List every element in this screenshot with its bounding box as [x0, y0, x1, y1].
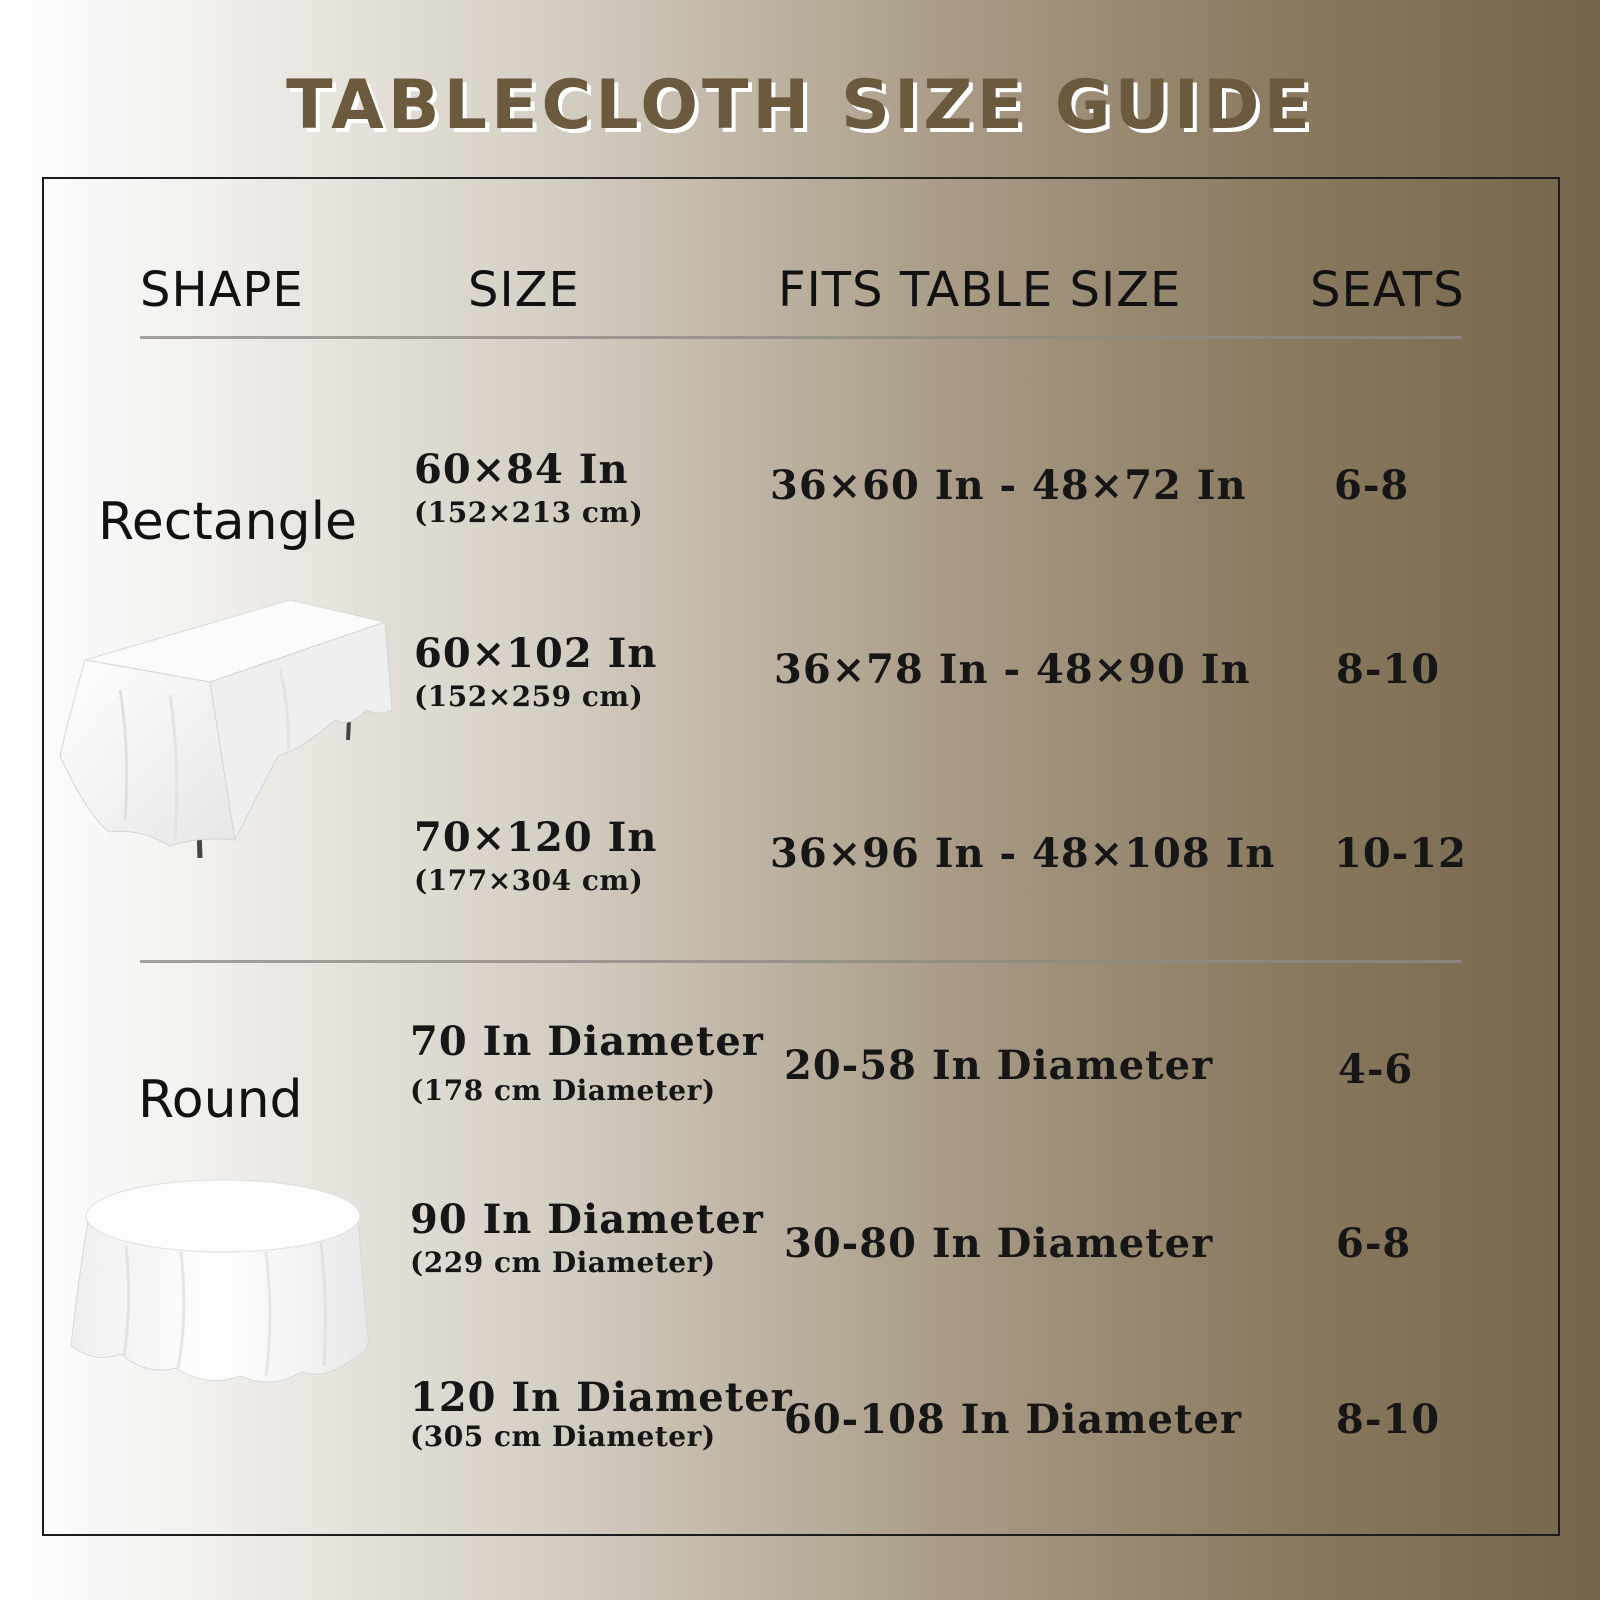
- rect-row-2-size-cm: (152×259 cm): [414, 680, 644, 713]
- rect-row-3-size-cm: (177×304 cm): [414, 864, 644, 897]
- round-row-2-size: 90 In Diameter: [410, 1196, 764, 1243]
- rect-row-1-size-cm: (152×213 cm): [414, 496, 644, 529]
- round-row-3-seats: 8-10: [1336, 1396, 1441, 1443]
- rect-row-3-fits: 36×96 In - 48×108 In: [770, 830, 1276, 877]
- shape-label-rectangle: Rectangle: [98, 492, 358, 552]
- round-row-2-fits: 30-80 In Diameter: [784, 1220, 1214, 1267]
- section-divider: [140, 960, 1462, 963]
- round-row-3-size: 120 In Diameter: [410, 1374, 793, 1421]
- shape-label-round: Round: [138, 1070, 303, 1130]
- round-row-1-size: 70 In Diameter: [410, 1018, 764, 1065]
- rect-row-1-fits: 36×60 In - 48×72 In: [770, 462, 1247, 509]
- header-shape: SHAPE: [140, 262, 304, 318]
- round-tablecloth-icon: [66, 1176, 376, 1401]
- page-title: TABLECLOTH SIZE GUIDE: [286, 66, 1314, 145]
- round-row-2-size-cm: (229 cm Diameter): [410, 1246, 716, 1279]
- rect-row-1-size: 60×84 In: [414, 446, 629, 493]
- round-row-1-size-cm: (178 cm Diameter): [410, 1074, 716, 1107]
- rect-row-1-seats: 6-8: [1334, 462, 1410, 509]
- header-fits-table-size: FITS TABLE SIZE: [778, 262, 1182, 318]
- round-row-1-fits: 20-58 In Diameter: [784, 1042, 1214, 1089]
- rectangle-tablecloth-icon: [50, 600, 395, 865]
- round-row-3-size-cm: (305 cm Diameter): [410, 1420, 716, 1453]
- round-row-3-fits: 60-108 In Diameter: [784, 1396, 1242, 1443]
- rect-row-3-size: 70×120 In: [414, 814, 658, 861]
- rect-row-2-fits: 36×78 In - 48×90 In: [774, 646, 1251, 693]
- rect-row-2-seats: 8-10: [1336, 646, 1441, 693]
- round-row-1-seats: 4-6: [1338, 1046, 1414, 1093]
- header-divider: [140, 336, 1462, 339]
- header-size: SIZE: [468, 262, 580, 318]
- rect-row-2-size: 60×102 In: [414, 630, 658, 677]
- round-row-2-seats: 6-8: [1336, 1220, 1412, 1267]
- rect-row-3-seats: 10-12: [1334, 830, 1467, 877]
- header-seats: SEATS: [1310, 262, 1465, 318]
